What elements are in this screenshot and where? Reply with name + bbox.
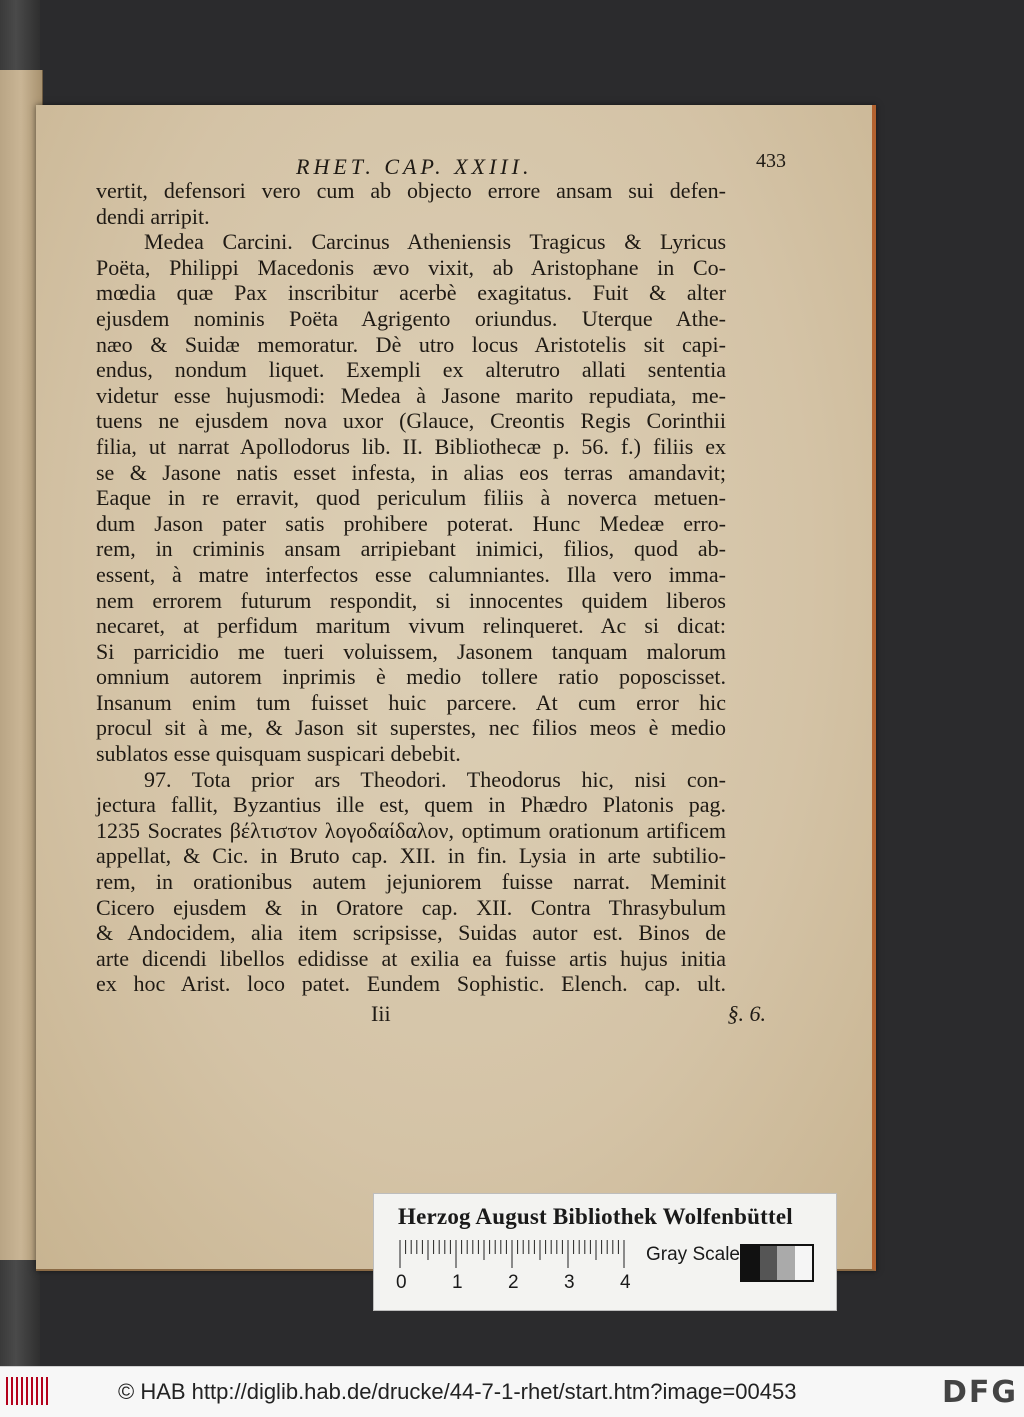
text-line: ejusdem nominis Poëta Agrigento oriundus. Uterque Athe- <box>96 305 726 331</box>
ruler-number: 1 <box>452 1272 463 1293</box>
text-line: endus, nondum liquet. Exempli ex alterutro allati sententia <box>96 357 726 383</box>
ruler-number: 3 <box>564 1272 575 1293</box>
bottom-bar <box>0 1366 1024 1417</box>
text-line: Poëta, Philippi Macedonis ævo vixit, ab Aristophane in Co- <box>96 254 726 280</box>
text-line: Eaque in re erravit, quod periculum filiis à noverca metuen- <box>96 485 726 511</box>
page-footer <box>96 1001 766 1031</box>
text-line: rem, in orationibus autem jejuniorem fuisse narrat. Meminit <box>96 869 726 895</box>
page-text-block <box>96 150 786 1031</box>
page-number: 433 <box>756 150 786 172</box>
text-line: Si parricidio me tueri voluissem, Jasonem tanquam malorum <box>96 638 726 664</box>
color-reference-card <box>373 1193 837 1311</box>
text-line: necaret, at perfidum maritum vivum relinqueret. Ac si dicat: <box>96 613 726 639</box>
book-page <box>36 105 876 1271</box>
library-name: Herzog August Bibliothek Wolfenbüttel <box>398 1204 793 1229</box>
text-line: & Andocidem, alia item scripsisse, Suidas autor est. Binos de <box>96 920 726 946</box>
text-line: næo & Suidæ memoratur. Dè utro locus Aristotelis sit capi- <box>96 331 726 357</box>
text-line: jectura fallit, Byzantius ille est, quem in Phædro Platonis pag. <box>96 792 726 818</box>
text-line: essent, à matre interfectos esse calumniantes. Illa vero imma- <box>96 561 726 587</box>
text-line: ex hoc Arist. loco patet. Eundem Sophistic. Elench. cap. ult. <box>96 971 726 997</box>
text-line: tuens ne ejusdem nova uxor (Glauce, Creontis Regis Corinthii <box>96 408 726 434</box>
text-line: mœdia quæ Pax inscribitur acerbè exagitatus. Fuit & alter <box>96 280 726 306</box>
text-line: Cicero ejusdem & in Oratore cap. XII. Contra Thrasybulum <box>96 894 726 920</box>
text-line: 97. Tota prior ars Theodori. Theodorus hic, nisi con- <box>144 766 726 792</box>
barcode-icon <box>6 1377 50 1405</box>
running-head <box>96 150 786 179</box>
running-head-title: RHET. CAP. XXIII. <box>296 154 533 179</box>
text-line: filia, ut narrat Apollodorus lib. II. Bibliothecæ p. 56. f.) filiis ex <box>96 433 726 459</box>
body-text <box>96 178 766 997</box>
text-line: arte dicendi libellos edidisse at exilia ea fuisse artis hujus initia <box>96 945 726 971</box>
gray-scale-label: Gray Scale <box>646 1244 740 1265</box>
ruler-number: 2 <box>508 1272 519 1293</box>
gray-patch <box>742 1246 760 1280</box>
dfg-logo: DFG <box>941 1375 1018 1410</box>
text-line: procul sit à me, & Jason sit superstes, nec filios meos è medio <box>96 715 726 741</box>
text-line: nem errorem futurum respondit, si innocentes quidem liberos <box>96 587 726 613</box>
text-line: vertit, defensori vero cum ab objecto errore ansam sui defen- <box>96 178 726 203</box>
gray-patch <box>777 1246 795 1280</box>
text-line: videtur esse hujusmodi: Medea à Jasone marito repudiata, me- <box>96 382 726 408</box>
ruler-number: 0 <box>396 1272 407 1293</box>
catchword: §. 6. <box>727 1001 766 1026</box>
ruler-number: 4 <box>620 1272 631 1293</box>
text-line: dendi arripit. <box>96 203 210 229</box>
text-line: Insanum enim tum fuisset huic parcere. At cum error hic <box>96 689 726 715</box>
text-line: Medea Carcini. Carcinus Atheniensis Tragicus & Lyricus <box>144 229 726 255</box>
gray-patch <box>795 1246 813 1280</box>
ruler-scale <box>398 1240 630 1268</box>
gray-scale-swatch <box>740 1244 814 1282</box>
text-line: sublatos esse quisquam suspicari debebit. <box>96 741 461 767</box>
text-line: omnium autorem inprimis è medio tollere ratio poposcisset. <box>96 664 726 690</box>
signature-mark: Iii <box>371 1001 391 1026</box>
text-line: appellat, & Cic. in Bruto cap. XII. in fin. Lysia in arte subtilio- <box>96 843 726 869</box>
text-line: dum Jason pater satis prohibere poterat. Hunc Medeæ erro- <box>96 510 726 536</box>
gray-patch <box>760 1246 778 1280</box>
text-line: rem, in criminis ansam arripiebant inimici, filios, quod ab- <box>96 536 726 562</box>
text-line: 1235 Socrates βέλτιστον λογοδαίδαλον, optimum orationum artificem <box>96 817 726 843</box>
text-line: se & Jasone natis esset infesta, in alias eos terras amandavit; <box>96 459 726 485</box>
copyright-text: © HAB http://diglib.hab.de/drucke/44-7-1-rhet/start.htm?image=00453 <box>118 1379 797 1404</box>
